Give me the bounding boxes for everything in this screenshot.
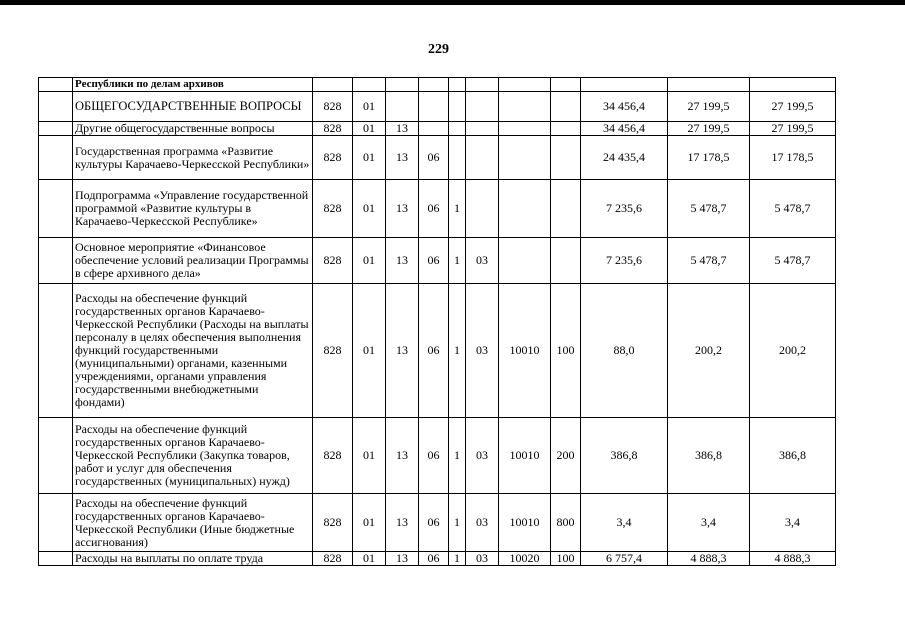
section-cell: 01 — [353, 552, 386, 566]
program-cell: 06 — [419, 180, 449, 238]
blank-cell — [39, 238, 73, 284]
amount-year2-cell — [668, 78, 750, 92]
direction-cell — [499, 92, 551, 122]
expense-type-cell — [551, 92, 581, 122]
subprogram-cell: 1 — [449, 180, 466, 238]
grbs-cell: 828 — [313, 552, 353, 566]
amount-year1-cell: 88,0 — [581, 284, 668, 418]
direction-cell: 10010 — [499, 494, 551, 552]
scan-top-edge — [0, 0, 905, 5]
expense-type-cell — [551, 78, 581, 92]
amount-year3-cell: 4 888,3 — [750, 552, 836, 566]
expense-type-cell: 800 — [551, 494, 581, 552]
table-row — [39, 418, 836, 494]
program-cell: 06 — [419, 418, 449, 494]
measure-cell: 03 — [466, 284, 499, 418]
measure-cell — [466, 136, 499, 180]
direction-cell — [499, 78, 551, 92]
measure-cell: 03 — [466, 494, 499, 552]
expense-type-cell: 200 — [551, 418, 581, 494]
direction-cell: 10020 — [499, 552, 551, 566]
section-cell: 01 — [353, 418, 386, 494]
amount-year1-cell: 34 456,4 — [581, 122, 668, 136]
subsection-cell: 13 — [386, 494, 419, 552]
subsection-cell — [386, 78, 419, 92]
direction-cell: 10010 — [499, 418, 551, 494]
amount-year3-cell: 3,4 — [750, 494, 836, 552]
section-cell: 01 — [353, 238, 386, 284]
table-row — [39, 78, 836, 92]
amount-year2-cell: 386,8 — [668, 418, 750, 494]
row-name-cell: Расходы на обеспечение функций государственных органов Карачаево-Черкесской Республики (Иные бюджетные ассигнования) — [73, 494, 313, 552]
amount-year1-cell: 7 235,6 — [581, 180, 668, 238]
expense-type-cell — [551, 180, 581, 238]
amount-year1-cell: 24 435,4 — [581, 136, 668, 180]
amount-year2-cell: 17 178,5 — [668, 136, 750, 180]
grbs-cell: 828 — [313, 92, 353, 122]
direction-cell — [499, 122, 551, 136]
measure-cell: 03 — [466, 418, 499, 494]
subprogram-cell — [449, 136, 466, 180]
subsection-cell: 13 — [386, 122, 419, 136]
section-cell — [353, 78, 386, 92]
blank-cell — [39, 180, 73, 238]
table-row — [39, 92, 836, 122]
subprogram-cell — [449, 122, 466, 136]
subprogram-cell — [449, 78, 466, 92]
grbs-cell: 828 — [313, 494, 353, 552]
amount-year1-cell: 7 235,6 — [581, 238, 668, 284]
measure-cell — [466, 180, 499, 238]
subsection-cell: 13 — [386, 552, 419, 566]
amount-year2-cell: 27 199,5 — [668, 122, 750, 136]
row-name-cell: Республики по делам архивов — [73, 78, 313, 92]
amount-year3-cell: 17 178,5 — [750, 136, 836, 180]
amount-year2-cell: 4 888,3 — [668, 552, 750, 566]
amount-year2-cell: 5 478,7 — [668, 238, 750, 284]
row-name-cell: Другие общегосударственные вопросы — [73, 122, 313, 136]
row-name-cell: Государственная программа «Развитие культуры Карачаево-Черкесской Республики» — [73, 136, 313, 180]
amount-year1-cell: 6 757,4 — [581, 552, 668, 566]
table-row — [39, 284, 836, 418]
expense-type-cell: 100 — [551, 284, 581, 418]
amount-year2-cell: 5 478,7 — [668, 180, 750, 238]
grbs-cell: 828 — [313, 180, 353, 238]
subsection-cell — [386, 92, 419, 122]
program-cell: 06 — [419, 136, 449, 180]
subprogram-cell: 1 — [449, 552, 466, 566]
program-cell: 06 — [419, 494, 449, 552]
subsection-cell: 13 — [386, 238, 419, 284]
amount-year2-cell: 200,2 — [668, 284, 750, 418]
subprogram-cell — [449, 92, 466, 122]
amount-year2-cell: 3,4 — [668, 494, 750, 552]
subsection-cell: 13 — [386, 418, 419, 494]
amount-year1-cell — [581, 78, 668, 92]
expense-type-cell — [551, 136, 581, 180]
amount-year3-cell: 5 478,7 — [750, 180, 836, 238]
amount-year2-cell: 27 199,5 — [668, 92, 750, 122]
row-name-cell: Расходы на обеспечение функций государственных органов Карачаево-Черкесской Республики (Расходы на выплаты персоналу в целях обеспечения выполнения функций государственными (муниципальными) органами, казенными учреждениями, органами управления государственными внебюджетными фондами) — [73, 284, 313, 418]
blank-cell — [39, 494, 73, 552]
amount-year3-cell: 27 199,5 — [750, 122, 836, 136]
blank-cell — [39, 284, 73, 418]
grbs-cell — [313, 78, 353, 92]
budget-table — [38, 77, 836, 566]
subprogram-cell: 1 — [449, 418, 466, 494]
program-cell — [419, 78, 449, 92]
table-row — [39, 494, 836, 552]
amount-year3-cell: 386,8 — [750, 418, 836, 494]
subprogram-cell: 1 — [449, 238, 466, 284]
subsection-cell: 13 — [386, 180, 419, 238]
amount-year3-cell: 27 199,5 — [750, 92, 836, 122]
subprogram-cell: 1 — [449, 494, 466, 552]
table-row — [39, 136, 836, 180]
measure-cell: 03 — [466, 238, 499, 284]
section-cell: 01 — [353, 284, 386, 418]
grbs-cell: 828 — [313, 238, 353, 284]
table-row — [39, 238, 836, 284]
amount-year1-cell: 3,4 — [581, 494, 668, 552]
section-cell: 01 — [353, 122, 386, 136]
program-cell — [419, 92, 449, 122]
direction-cell: 10010 — [499, 284, 551, 418]
section-cell: 01 — [353, 136, 386, 180]
direction-cell — [499, 180, 551, 238]
measure-cell — [466, 122, 499, 136]
direction-cell — [499, 238, 551, 284]
program-cell: 06 — [419, 284, 449, 418]
section-cell: 01 — [353, 180, 386, 238]
subsection-cell: 13 — [386, 136, 419, 180]
blank-cell — [39, 78, 73, 92]
grbs-cell: 828 — [313, 418, 353, 494]
program-cell — [419, 122, 449, 136]
amount-year3-cell: 200,2 — [750, 284, 836, 418]
table-row — [39, 552, 836, 566]
blank-cell — [39, 136, 73, 180]
grbs-cell: 828 — [313, 136, 353, 180]
amount-year3-cell: 5 478,7 — [750, 238, 836, 284]
blank-cell — [39, 92, 73, 122]
section-cell: 01 — [353, 494, 386, 552]
table-row — [39, 180, 836, 238]
amount-year1-cell: 34 456,4 — [581, 92, 668, 122]
expense-type-cell: 100 — [551, 552, 581, 566]
subsection-cell: 13 — [386, 284, 419, 418]
grbs-cell: 828 — [313, 284, 353, 418]
program-cell: 06 — [419, 552, 449, 566]
row-name-cell: ОБЩЕГОСУДАРСТВЕННЫЕ ВОПРОСЫ — [73, 92, 313, 122]
blank-cell — [39, 552, 73, 566]
grbs-cell: 828 — [313, 122, 353, 136]
direction-cell — [499, 136, 551, 180]
blank-cell — [39, 418, 73, 494]
amount-year1-cell: 386,8 — [581, 418, 668, 494]
table-row — [39, 122, 836, 136]
amount-year3-cell — [750, 78, 836, 92]
subprogram-cell: 1 — [449, 284, 466, 418]
row-name-cell: Подпрограмма «Управление государственной программой «Развитие культуры в Карачаево-Черкесской Республике» — [73, 180, 313, 238]
section-cell: 01 — [353, 92, 386, 122]
row-name-cell: Расходы на обеспечение функций государственных органов Карачаево-Черкесской Республики (Закупка товаров, работ и услуг для обеспечения государственных (муниципальных) нужд) — [73, 418, 313, 494]
row-name-cell: Расходы на выплаты по оплате труда — [73, 552, 313, 566]
page-number: 229 — [428, 42, 449, 57]
expense-type-cell — [551, 122, 581, 136]
blank-cell — [39, 122, 73, 136]
row-name-cell: Основное мероприятие «Финансовое обеспечение условий реализации Программы в сфере архивного дела» — [73, 238, 313, 284]
measure-cell: 03 — [466, 552, 499, 566]
program-cell: 06 — [419, 238, 449, 284]
measure-cell — [466, 92, 499, 122]
expense-type-cell — [551, 238, 581, 284]
measure-cell — [466, 78, 499, 92]
